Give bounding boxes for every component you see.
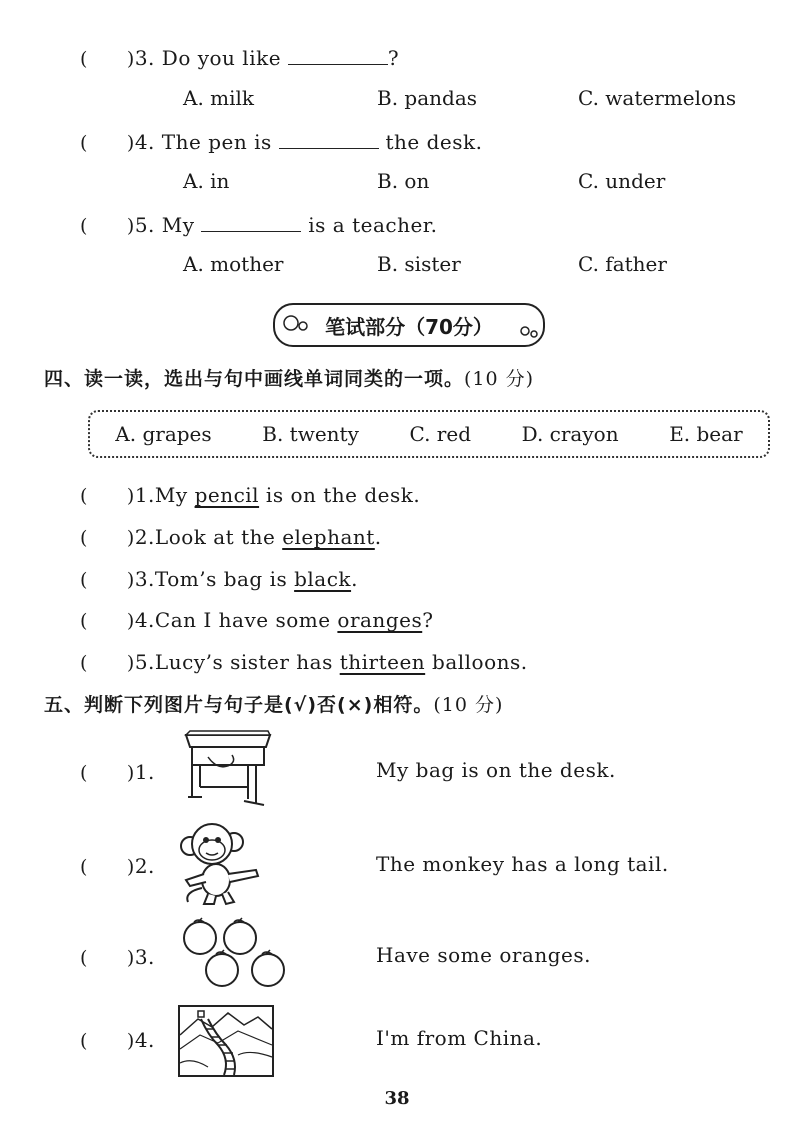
sentence: My bag is on the desk. xyxy=(376,758,616,782)
section-5-heading: 五、判断下列图片与句子是(√)否(×)相符。(10 分) xyxy=(44,694,504,716)
question-4: ( )4. The pen is the desk. xyxy=(80,130,483,154)
list-item: ( )3.Tom’s bag is black. xyxy=(80,567,358,591)
answer-paren[interactable]: ( ) xyxy=(80,1030,135,1052)
choice-a: A. grapes xyxy=(115,422,212,446)
list-item: ( )2.Look at the elephant. xyxy=(80,525,382,549)
option-b[interactable]: B. pandas xyxy=(377,86,478,110)
option-a[interactable]: A. in xyxy=(183,169,230,193)
list-item: ( )1.My pencil is on the desk. xyxy=(80,483,421,507)
oranges-icon xyxy=(176,916,292,990)
answer-paren[interactable]: ( ) xyxy=(80,48,135,70)
answer-paren[interactable]: ( ) xyxy=(80,485,135,507)
answer-blank[interactable] xyxy=(201,213,301,232)
answer-paren[interactable]: ( ) xyxy=(80,652,135,674)
list-item: ( )4.Can I have some oranges? xyxy=(80,608,434,632)
option-c[interactable]: C. under xyxy=(578,169,666,193)
option-c[interactable]: C. father xyxy=(578,252,667,276)
sentence: The monkey has a long tail. xyxy=(376,852,669,876)
answer-paren[interactable]: ( ) xyxy=(80,569,135,591)
list-item: ( )5.Lucy’s sister has thirteen balloons. xyxy=(80,650,528,674)
sentence: Have some oranges. xyxy=(376,943,591,967)
answer-paren[interactable]: ( ) xyxy=(80,762,135,784)
option-b[interactable]: B. on xyxy=(377,169,430,193)
list-item: ( )3. xyxy=(80,945,155,969)
answer-blank[interactable] xyxy=(279,130,379,149)
underlined-word: pencil xyxy=(194,483,260,507)
list-item: ( )1. xyxy=(80,760,155,784)
answer-paren[interactable]: ( ) xyxy=(80,610,135,632)
choice-d: D. crayon xyxy=(521,422,619,446)
bubble-decoration-icon xyxy=(281,314,311,334)
question-3: ( )3. Do you like ? xyxy=(80,46,400,70)
option-c[interactable]: C. watermelons xyxy=(578,86,737,110)
choice-e: E. bear xyxy=(669,422,743,446)
option-a[interactable]: A. milk xyxy=(183,86,255,110)
question-5: ( )5. My is a teacher. xyxy=(80,213,438,237)
choice-c: C. red xyxy=(409,422,472,446)
monkey-icon xyxy=(176,820,266,906)
list-item: ( )2. xyxy=(80,854,155,878)
answer-paren[interactable]: ( ) xyxy=(80,132,135,154)
list-item: ( )4. xyxy=(80,1028,155,1052)
option-b[interactable]: B. sister xyxy=(377,252,461,276)
answer-paren[interactable]: ( ) xyxy=(80,527,135,549)
page-number: 38 xyxy=(384,1088,410,1109)
answer-paren[interactable]: ( ) xyxy=(80,947,135,969)
answer-paren[interactable]: ( ) xyxy=(80,215,135,237)
written-part-banner xyxy=(273,303,545,347)
desk-icon xyxy=(178,727,278,809)
underlined-word: elephant xyxy=(282,525,375,549)
banner-text: 笔试部分（70分） xyxy=(325,314,493,339)
choice-b: B. twenty xyxy=(262,422,359,446)
bubble-decoration-icon xyxy=(517,321,541,341)
section-4-heading: 四、读一读，选出与句中画线单词同类的一项。(10 分) xyxy=(44,368,535,390)
answer-blank[interactable] xyxy=(288,46,388,65)
word-choice-box xyxy=(88,410,770,458)
great-wall-icon xyxy=(178,1005,274,1077)
option-a[interactable]: A. mother xyxy=(183,252,284,276)
sentence: I'm from China. xyxy=(376,1026,543,1050)
answer-paren[interactable]: ( ) xyxy=(80,856,135,878)
underlined-word: thirteen xyxy=(339,650,426,674)
underlined-word: oranges xyxy=(337,608,423,632)
underlined-word: black xyxy=(294,567,352,591)
